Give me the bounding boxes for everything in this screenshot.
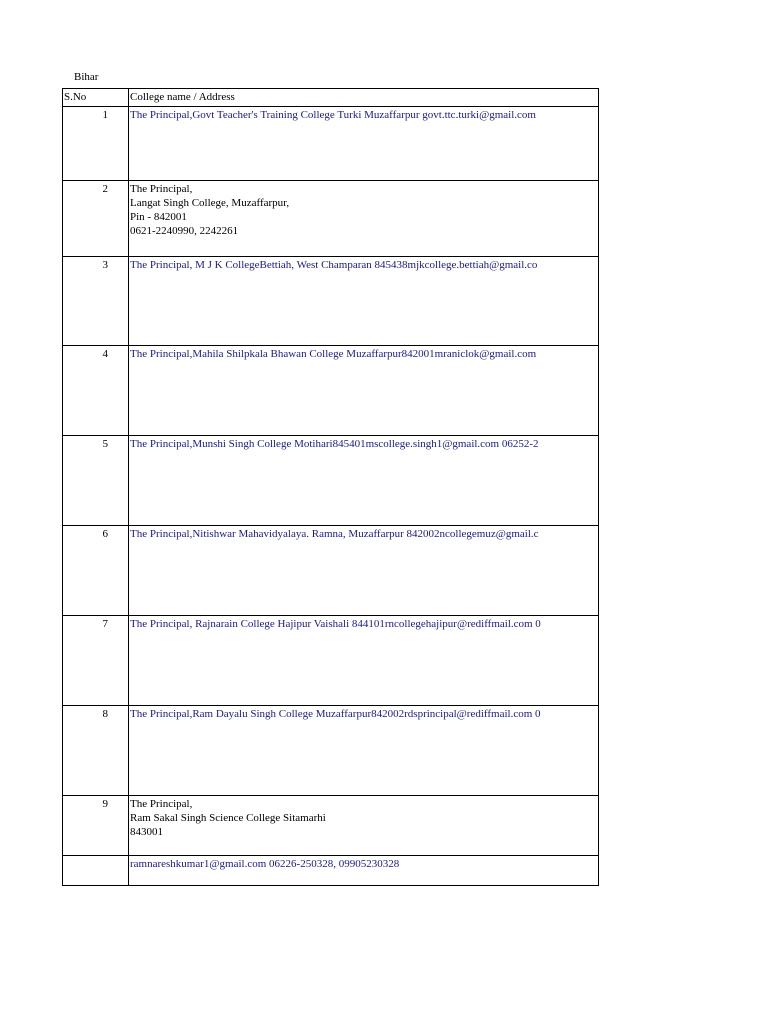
header-college: College name / Address	[129, 89, 599, 107]
address-line: Langat Singh College, Muzaffarpur,	[130, 197, 290, 209]
row-college-text: ramnareshkumar1@gmail.com 06226-250328, 09905230328	[129, 856, 599, 886]
row-sno: 6	[63, 526, 129, 616]
row-sno: 5	[63, 436, 129, 526]
table-row	[63, 526, 599, 616]
table-row	[63, 616, 599, 706]
row-sno: 2	[63, 181, 129, 257]
address-line: Ram Sakal Singh Science College Sitamarhi	[130, 812, 326, 824]
row-sno	[63, 856, 129, 886]
row-college-text	[129, 796, 599, 856]
row-college-text: The Principal, M J K CollegeBettiah, West Champaran 845438mjkcollege.bettiah@gmail.co	[129, 257, 599, 346]
header-sno: S.No	[63, 89, 129, 107]
row-college-text: The Principal,Munshi Singh College Motihari845401mscollege.singh1@gmail.com 06252-2	[129, 436, 599, 526]
state-title: Bihar	[74, 71, 99, 83]
row-sno: 3	[63, 257, 129, 346]
address-line: 0621-2240990, 2242261	[130, 225, 239, 237]
row-college-text: The Principal,Mahila Shilpkala Bhawan College Muzaffarpur842001mraniclok@gmail.com	[129, 346, 599, 436]
table-header-row	[63, 89, 599, 107]
table-row	[63, 706, 599, 796]
address-line: 843001	[130, 826, 163, 838]
table-row	[63, 796, 599, 856]
address-line: The Principal,	[130, 183, 193, 195]
table-row	[63, 181, 599, 257]
row-sno: 9	[63, 796, 129, 856]
row-sno: 1	[63, 107, 129, 181]
row-college-text: The Principal, Rajnarain College Hajipur Vaishali 844101rncollegehajipur@rediffmail.com 0	[129, 616, 599, 706]
table-row	[63, 107, 599, 181]
row-college-text	[129, 181, 599, 257]
row-college-text: The Principal,Ram Dayalu Singh College Muzaffarpur842002rdsprincipal@rediffmail.com 0	[129, 706, 599, 796]
row-sno: 7	[63, 616, 129, 706]
row-sno: 4	[63, 346, 129, 436]
table-row	[63, 436, 599, 526]
table-row	[63, 257, 599, 346]
address-line: The Principal,	[130, 798, 193, 810]
row-college-text: The Principal,Govt Teacher's Training College Turki Muzaffarpur govt.ttc.turki@gmail.com	[129, 107, 599, 181]
row-sno: 8	[63, 706, 129, 796]
table-row	[63, 856, 599, 886]
address-line: Pin - 842001	[130, 211, 187, 223]
row-college-text: The Principal,Nitishwar Mahavidyalaya. Ramna, Muzaffarpur 842002ncollegemuz@gmail.c	[129, 526, 599, 616]
college-table	[62, 88, 599, 886]
table-row	[63, 346, 599, 436]
